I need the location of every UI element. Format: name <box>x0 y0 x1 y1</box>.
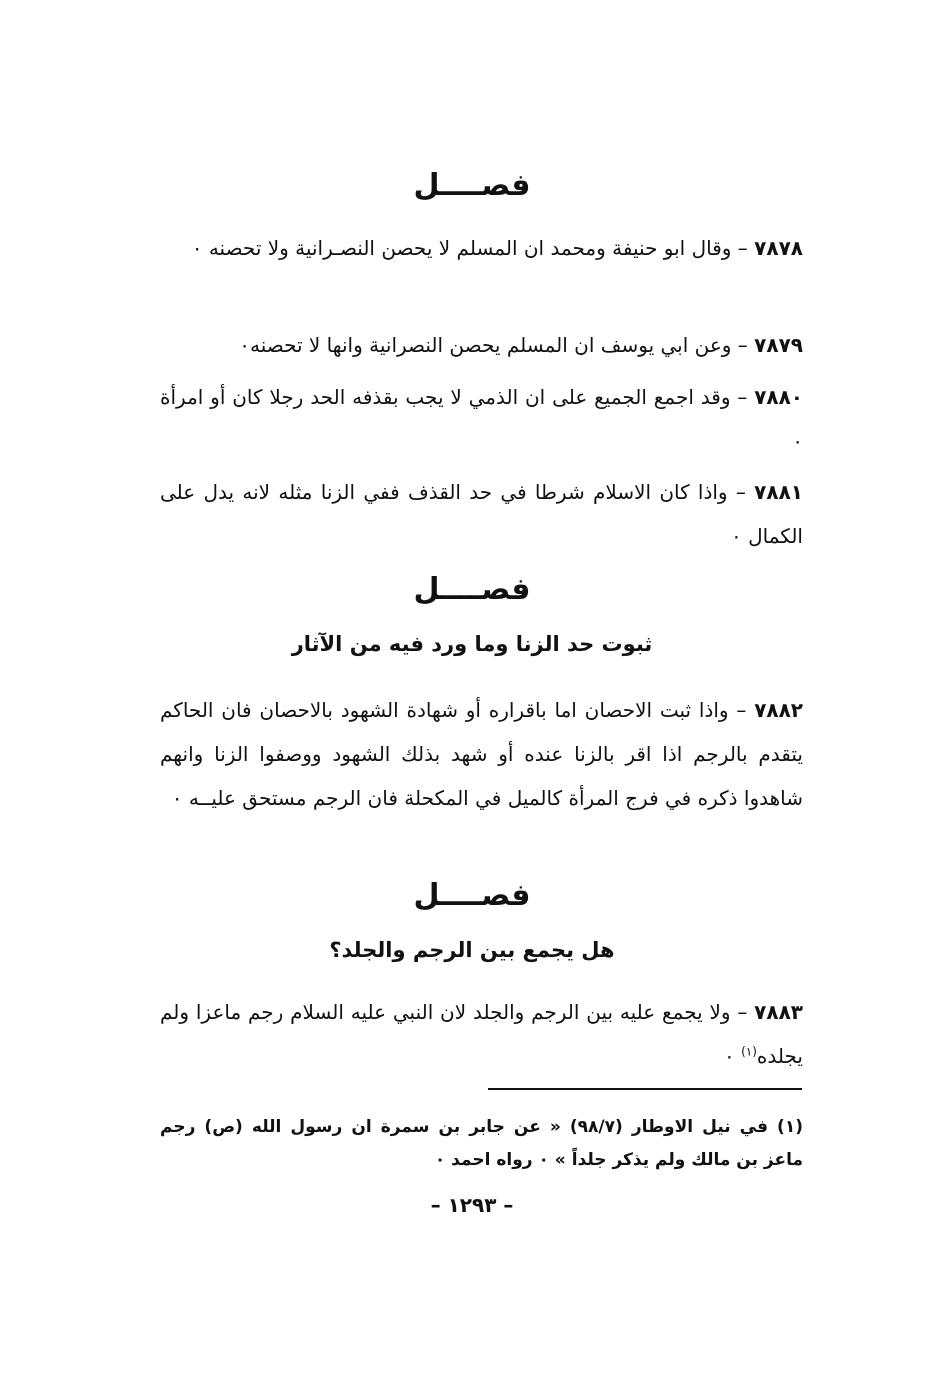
paragraph-end: ٠ <box>723 1044 742 1068</box>
section-subheading: هل يجمع بين الرجم والجلد؟ <box>329 938 615 962</box>
footnote-ref[interactable]: (١) <box>741 1044 757 1059</box>
paragraph-number: ٧٨٧٨ <box>754 236 803 260</box>
paragraph-text: وعن ابي يوسف ان المسلم يحصن النصرانية وانها لا تحصنه٠ <box>239 333 732 357</box>
dash: – <box>730 385 755 409</box>
section-heading: فصــــل <box>413 572 531 607</box>
dash: – <box>727 480 755 504</box>
paragraph <box>160 375 803 463</box>
paragraph <box>160 323 803 367</box>
paragraph-text: واذا ثبت الاحصان اما باقراره أو شهادة الشهود بالاحصان فان الحاكم يتقدم بالرجم اذا اقر بالزنا عنده أو شهد بذلك الشهود ووصفوا الزنا وانهم شاهدوا ذكره في فرج المرأة كالميل في المكحلة فان الرجم مستحق عليــه ٠ <box>160 698 803 810</box>
dash: – <box>730 1000 755 1024</box>
footnote: (١) في نيل الاوطار (٩٨/٧) « عن جابر بن سمرة ان رسول الله (ص) رجم ماعز بن مالك ولم يذكر جلداً » ٠ رواه احمد ٠ <box>160 1117 803 1170</box>
paragraph <box>160 990 803 1078</box>
paragraph-number: ٧٨٨١ <box>754 480 803 504</box>
paragraph <box>160 688 803 820</box>
paragraph-text: وقال ابو حنيفة ومحمد ان المسلم لا يحصن النصـرانية ولا تحصنه ٠ <box>191 236 732 260</box>
paragraph-text: ولا يجمع عليه بين الرجم والجلد لان النبي عليه السلام رجم ماعزا ولم يجلده <box>160 1000 803 1068</box>
section-heading: فصــــل <box>413 168 531 203</box>
page-number: – ١٢٩٣ – <box>430 1193 514 1217</box>
footnote-divider <box>488 1088 802 1090</box>
paragraph-number: ٧٨٧٩ <box>754 333 803 357</box>
paragraph <box>160 226 803 270</box>
paragraph-number: ٧٨٨٠ <box>754 385 804 409</box>
paragraph-text: واذا كان الاسلام شرطا في حد القذف ففي الزنا مثله لانه يدل على الكمال ٠ <box>160 480 803 548</box>
paragraph-text: وقد اجمع الجميع على ان الذمي لا يجب بقذفه الحد رجلا كان أو امرأة ٠ <box>160 385 803 453</box>
dash: – <box>728 698 755 722</box>
dash: – <box>731 333 755 357</box>
section-subheading: ثبوت حد الزنا وما ورد فيه من الآثار <box>291 632 653 656</box>
paragraph <box>160 470 803 558</box>
paragraph-number: ٧٨٨٣ <box>754 1000 803 1024</box>
section-heading: فصــــل <box>413 878 531 913</box>
dash: – <box>731 236 755 260</box>
paragraph-number: ٧٨٨٢ <box>754 698 804 722</box>
